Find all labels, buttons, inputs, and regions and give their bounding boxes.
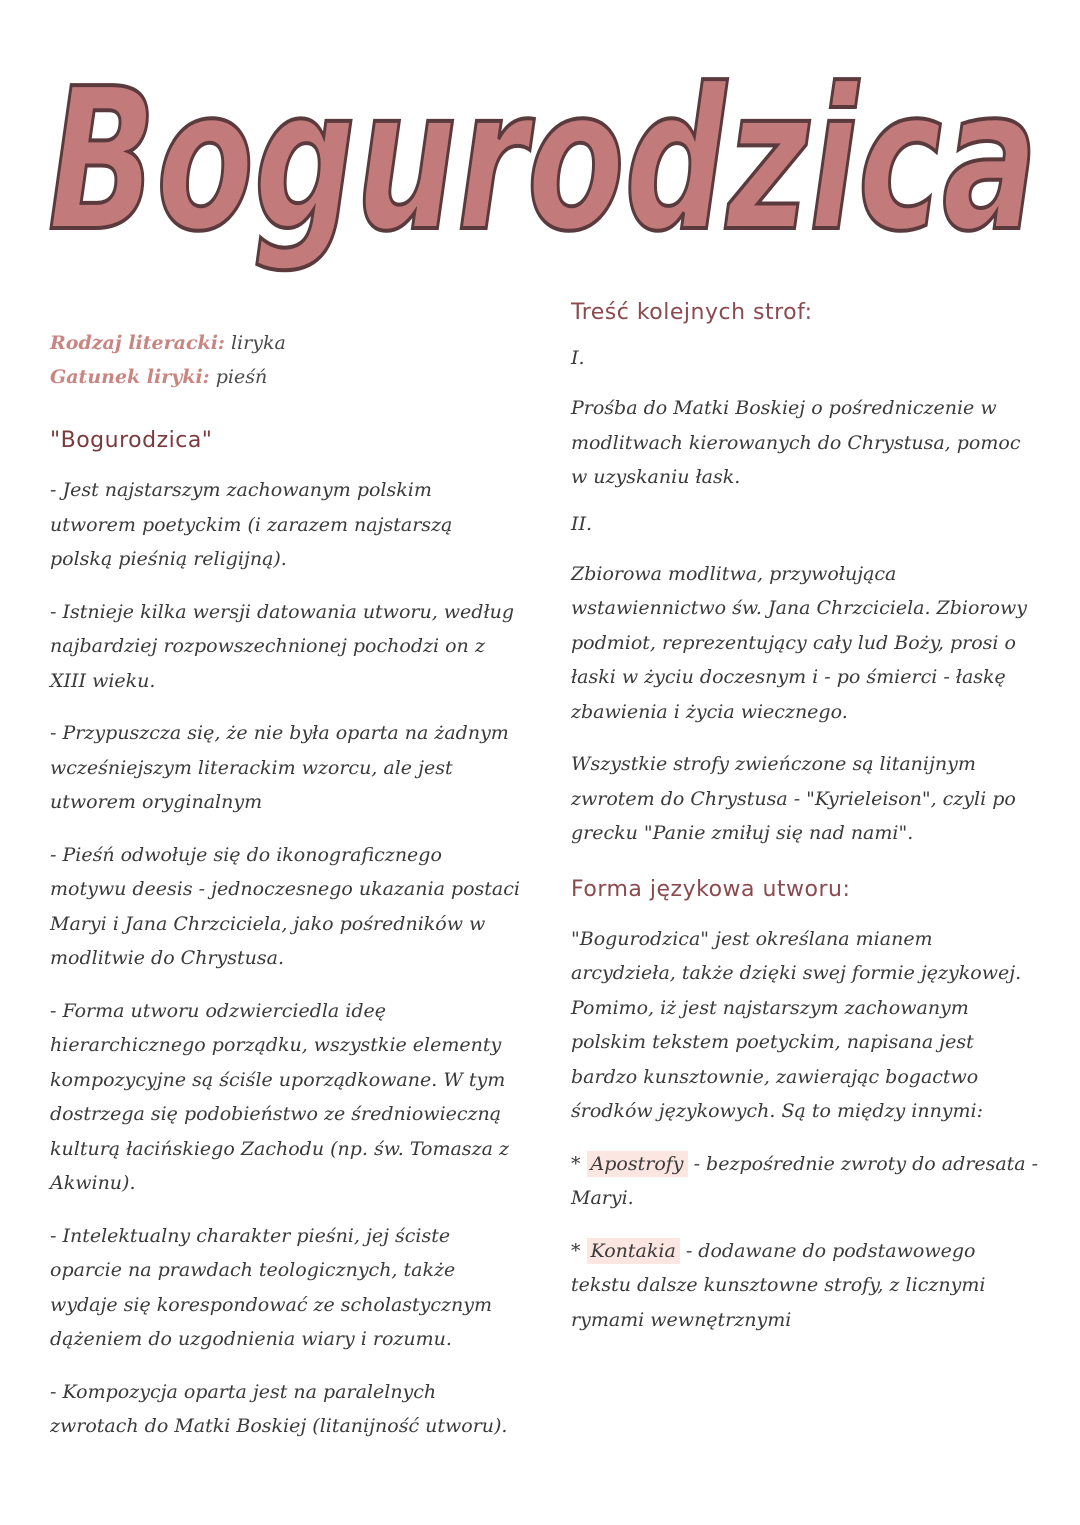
genre-label: Rodzaj literacki: — [50, 332, 225, 354]
term-apostrofy: Apostrofy — [587, 1151, 688, 1177]
type-row — [50, 360, 520, 394]
paragraph: - Istnieje kilka wersji datowania utworu, według najbardziej rozpowszechnionej pochodzi on z XIII wieku. — [50, 600, 515, 692]
left-heading: "Bogurodzica" — [50, 428, 213, 453]
paragraph: - Kompozycja oparta jest na paralelnych zwrotach do Matki Boskiej (litanijność utworu). — [50, 1380, 508, 1437]
form-text: "Bogurodzica" jest określana mianem arcydzieła, także dzięki swej formie językowej. Pomimo, iż jest najstarszym zachowanym polskim tekstem poetyckim, napisana jest bardzo kunsztownie, zawierając bogactwo środków językowych. Są to między innymi: — [571, 927, 1022, 1122]
title-graphic — [40, 38, 1050, 298]
bullet-apostrofy — [571, 1147, 1041, 1216]
form-heading: Forma językowa utworu: — [571, 876, 851, 902]
paragraph: - Pieśń odwołuje się do ikonograficznego motywu deesis - jednoczesnego ukazania postaci Maryi i Jana Chrzciciela, jako pośredników w modlitwie do Chrystusa. — [50, 843, 520, 969]
right-column — [571, 300, 1041, 1337]
strophe-1-text: Prośba do Matki Boskiej o pośredniczenie w modlitwach kierowanych do Chrystusa, pomoc w uzyskaniu łask. — [571, 397, 1021, 488]
paragraph: - Intelektualny charakter pieśni, jej ściste oparcie na prawdach teologicznych, także wydaje się korespondować ze scholastycznym dążeniem do uzgodnienia wiary i rozumu. — [50, 1224, 493, 1350]
strophe-2-text: Zbiorowa modlitwa, przywołująca wstawiennictwo św. Jana Chrzciciela. Zbiorowy podmiot, reprezentujący cały lud Boży, prosi o łaski w życiu doczesnym i - po śmierci - łaskę zbawienia i życia wiecznego. — [571, 562, 1027, 723]
type-value: pieśń — [215, 366, 268, 388]
left-column — [50, 326, 520, 1444]
page-title: Bogurodzica — [48, 47, 1038, 275]
bullet-star: * — [571, 1152, 581, 1175]
bullet-star: * — [571, 1239, 581, 1262]
meta-block — [50, 326, 520, 394]
paragraph: - Przypuszcza się, że nie była oparta na żadnym wcześniejszym literackim wzorcu, ale jest utworem oryginalnym — [50, 722, 509, 813]
refrain-text: Wszystkie strofy zwieńczone są litanijnym zwrotem do Chrystusa - "Kyrieleison", czyli po grecku "Panie zmiłuj się nad nami". — [571, 753, 1016, 844]
title-banner — [40, 38, 1050, 298]
genre-value: liryka — [230, 332, 286, 354]
paragraph: - Forma utworu odzwierciedla ideę hierarchicznego porządku, wszystkie elementy kompozycyjne są ściśle uporządkowane. W tym dostrzega się podobieństwo ze średniowieczną kulturą łacińskiego Zachodu (np. św. Tomasza z Akwinu). — [50, 999, 509, 1194]
strophe-1-number: I. — [571, 347, 585, 369]
genre-row — [50, 326, 520, 360]
paragraph: - Jest najstarszym zachowanym polskim utworem poetyckim (i zarazem najstarszą polską pieśnią religijną). — [50, 479, 453, 570]
term-kontakia: Kontakia — [587, 1238, 680, 1264]
term-description: - bezpośrednie zwroty do adresata - Maryi. — [571, 1152, 1039, 1209]
bullet-kontakia — [571, 1234, 1041, 1338]
term-description: - dodawane do podstawowego tekstu dalsze kunsztowne strofy, z licznymi rymami wewnętrznymi — [571, 1239, 986, 1331]
type-label: Gatunek liryki: — [50, 366, 210, 388]
strophes-heading: Treść kolejnych strof: — [571, 300, 813, 325]
strophe-2-number: II. — [571, 512, 593, 535]
